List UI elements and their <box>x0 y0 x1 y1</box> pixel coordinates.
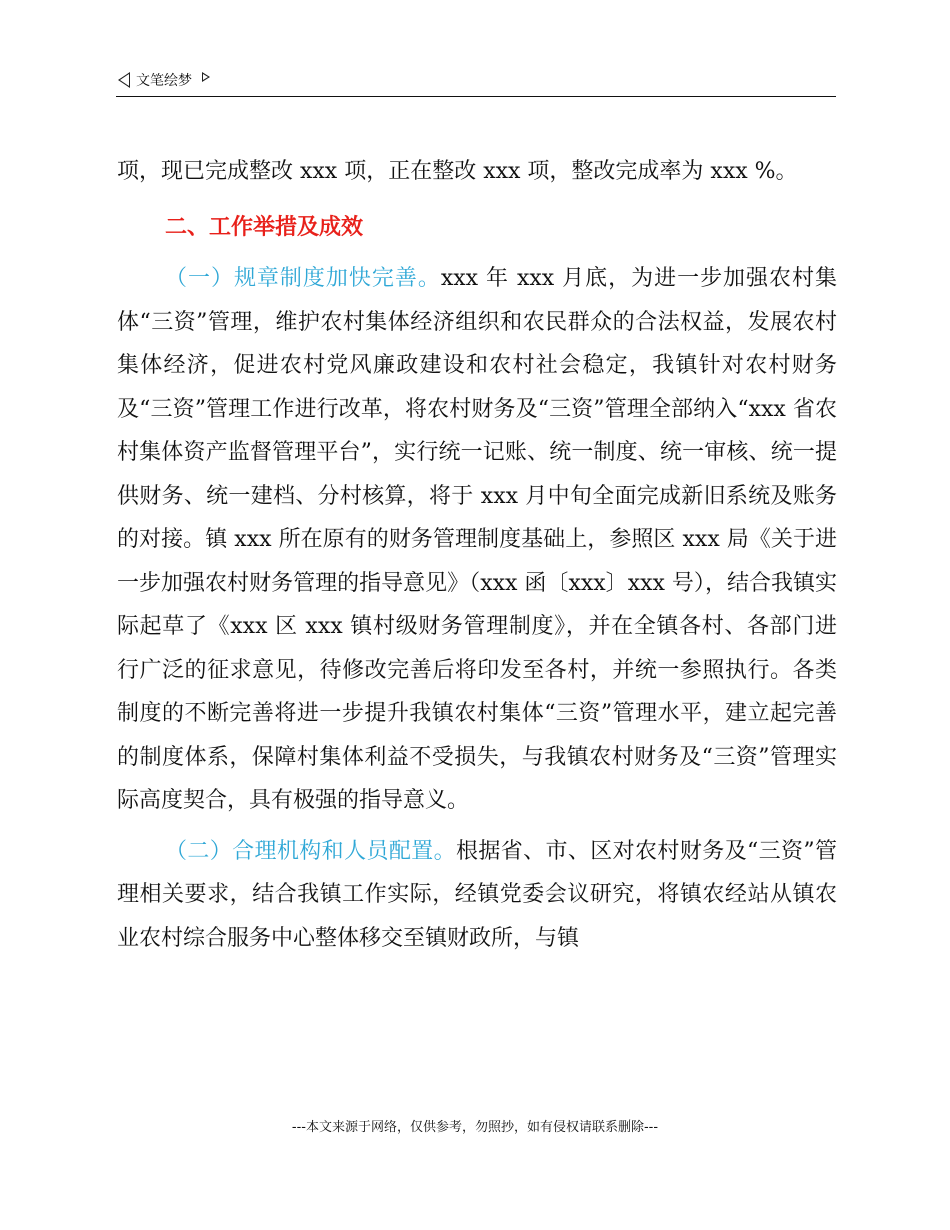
continuation-paragraph: 项，现已完成整改 xxx 项，正在整改 xxx 项，整改完成率为 xxx %。 <box>117 159 798 184</box>
page-header <box>118 66 210 94</box>
triangle-left-icon <box>118 72 130 88</box>
paragraph-2-body: 根据省、市、区对农村财务及“三资”管理相关要求，结合我镇工作实际，经镇党委会议研究，将镇农经站从镇农业农村综合服务中心整体移交至镇财政所，与镇 <box>117 838 837 951</box>
header-divider <box>116 96 836 97</box>
paragraph-1 <box>117 257 837 823</box>
header-title: 文笔绘梦 <box>136 73 192 89</box>
paragraph-1-body: xxx 年 xxx 月底，为进一步加强农村集体“三资”管理，维护农村集体经济组织和农民群众的合法权益，发展农村集体经济，促进农村党风廉政建设和农村社会稳定，我镇针对农村财务及“三资”管理工作进行改革，将农村财务及“三资”管理全部纳入“xxx 省农村集体资产监督管理平台”，实行统一记账、统一制度、统一审核、统一提供财务、统一建档、分村核算，将于 xxx 月中旬全面完成新旧系统及账务的对接。镇 xxx 所在原有的财务管理制度基础上，参照区 xxx 局《关于进一步加强农村财务管理的指导意见》（xxx 函〔xxx〕xxx 号），结合我镇实际起草了《xxx 区 xxx 镇村级财务管理制度》，并在全镇各村、各部门进行广泛的征求意见，待修改完善后将印发至各村，并统一参照执行。各类制度的不断完善将进一步提升我镇农村集体“三资”管理水平，建立起完善的制度体系，保障村集体利益不受损失，与我镇农村财务及“三资”管理实际高度契合，具有极强的指导意义。 <box>117 266 837 813</box>
triangle-right-icon <box>202 72 210 82</box>
paragraph-2 <box>117 830 837 961</box>
footer-disclaimer: ---本文来源于网络，仅供参考，勿照抄，如有侵权请联系删除--- <box>291 1120 659 1135</box>
document-body <box>117 150 837 967</box>
paragraph-1-heading: （一）规章制度加快完善。 <box>165 266 441 291</box>
paragraph-2-heading: （二）合理机构和人员配置。 <box>165 838 456 864</box>
section-title: 二、工作举措及成效 <box>165 214 364 240</box>
